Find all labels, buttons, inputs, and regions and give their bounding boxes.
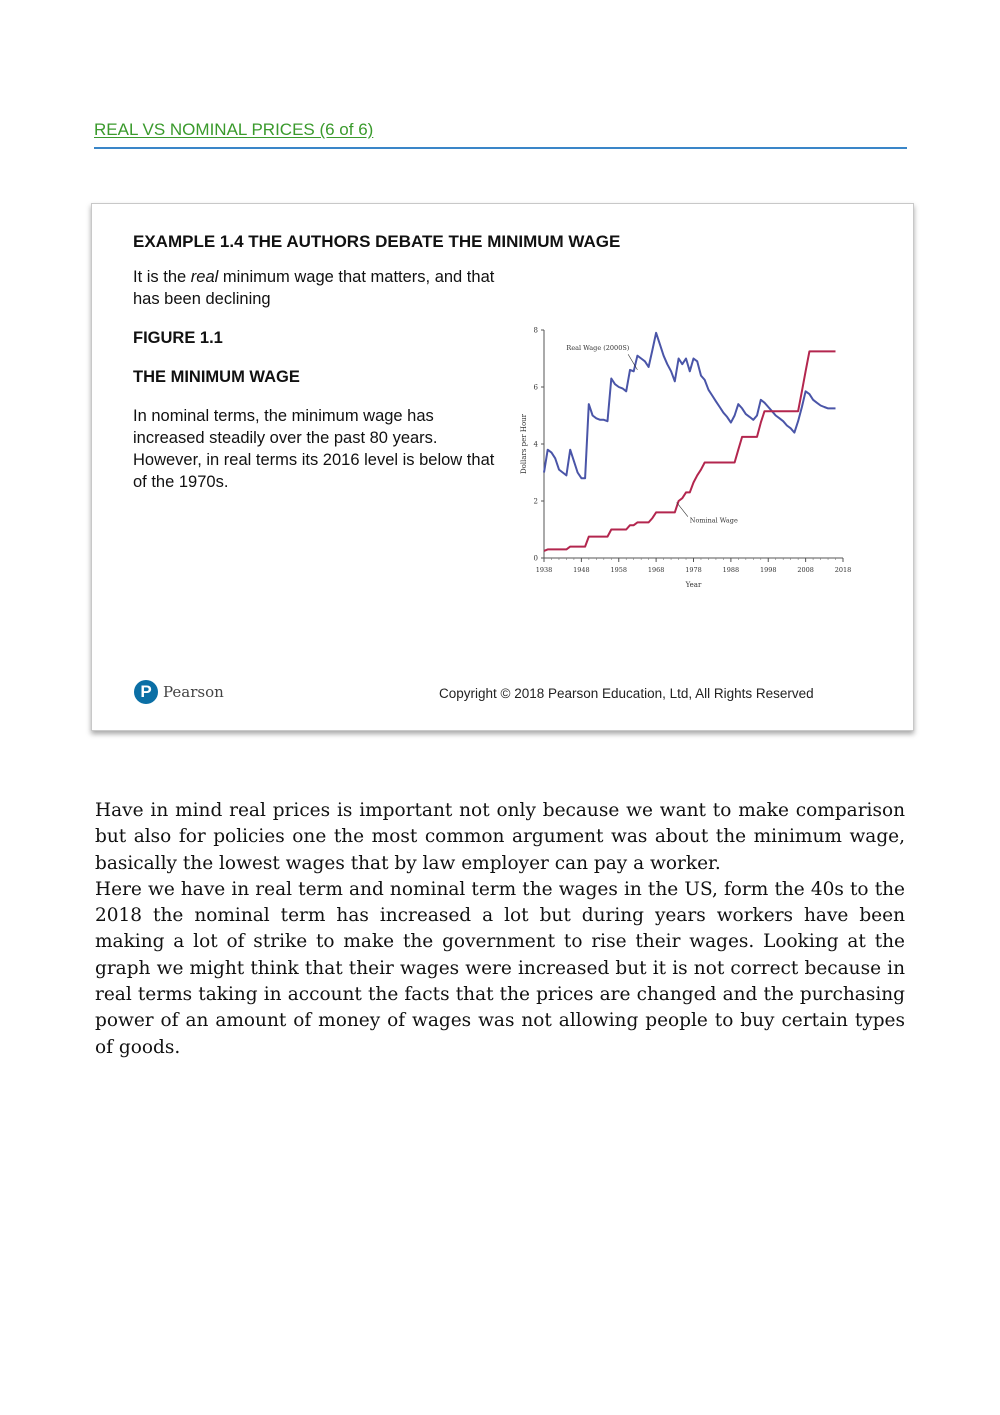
x-tick-label: 1978 xyxy=(685,566,702,574)
intro-emphasis: real xyxy=(190,268,219,286)
x-tick-label: 1988 xyxy=(722,566,740,574)
figure-title: THE MINIMUM WAGE xyxy=(133,368,300,386)
real-wage-label: Real Wage (2000S) xyxy=(566,343,630,352)
intro-post: minimum wage that matters, and that has been declining xyxy=(133,268,495,308)
y-tick-label: 2 xyxy=(533,497,538,506)
pearson-logo xyxy=(134,680,224,704)
x-tick-label: 1938 xyxy=(535,566,553,574)
heading-rule xyxy=(94,147,907,149)
y-tick-label: 4 xyxy=(533,440,538,449)
x-tick-label: 1998 xyxy=(759,566,777,574)
slide-intro xyxy=(133,266,513,310)
y-tick-label: 6 xyxy=(533,383,538,392)
nominal-wage-leader xyxy=(677,502,688,516)
x-tick-label: 1968 xyxy=(647,566,665,574)
y-axis-label: Dollars per Hour xyxy=(520,413,528,475)
x-tick-label: 2008 xyxy=(797,566,814,574)
minimum-wage-chart xyxy=(519,322,854,602)
x-tick-label: 2018 xyxy=(834,566,852,574)
slide-image xyxy=(91,203,914,731)
x-tick-label: 1948 xyxy=(573,566,590,574)
nominal-wage-label: Nominal Wage xyxy=(689,516,738,525)
body-text xyxy=(95,798,905,1061)
pearson-logo-text: Pearson xyxy=(163,683,224,701)
x-axis-label: Year xyxy=(685,581,702,589)
slide-title: EXAMPLE 1.4 THE AUTHORS DEBATE THE MINIMUM WAGE xyxy=(133,232,621,251)
copyright-notice: Copyright © 2018 Pearson Education, Ltd, All Rights Reserved xyxy=(439,686,814,701)
series-line-real-wage xyxy=(544,333,836,478)
x-tick-label: 1958 xyxy=(610,566,628,574)
figure-caption: In nominal terms, the minimum wage has increased steadily over the past 80 years. However, in real terms its 2016 level is below that of the 1970s. xyxy=(133,407,495,491)
y-tick-label: 0 xyxy=(533,554,538,563)
section-heading: REAL VS NOMINAL PRICES (6 of 6) xyxy=(94,120,374,139)
body-paragraph-2: Here we have in real term and nominal term the wages in the US, form the 40s to the 2018 the nominal term has increased a lot but during years workers have been making a lot of strike to make the government to rise their wages. Looking at the graph we might think that their wages were increased but it is not correct because in real terms taking in account the facts that the prices are changed and the purchasing power of an amount of money of wages was not allowing people to buy certain types of goods. xyxy=(95,878,905,1058)
intro-pre: It is the xyxy=(133,268,191,286)
pearson-logo-icon: P xyxy=(134,680,158,704)
figure-label: FIGURE 1.1 xyxy=(133,329,223,347)
y-tick-label: 8 xyxy=(533,326,538,335)
body-paragraph-1: Have in mind real prices is important not only because we want to make comparison but also for policies one the most common argument was about the minimum wage, basically the lowest wages that by law employer can pay a worker. xyxy=(95,800,905,874)
